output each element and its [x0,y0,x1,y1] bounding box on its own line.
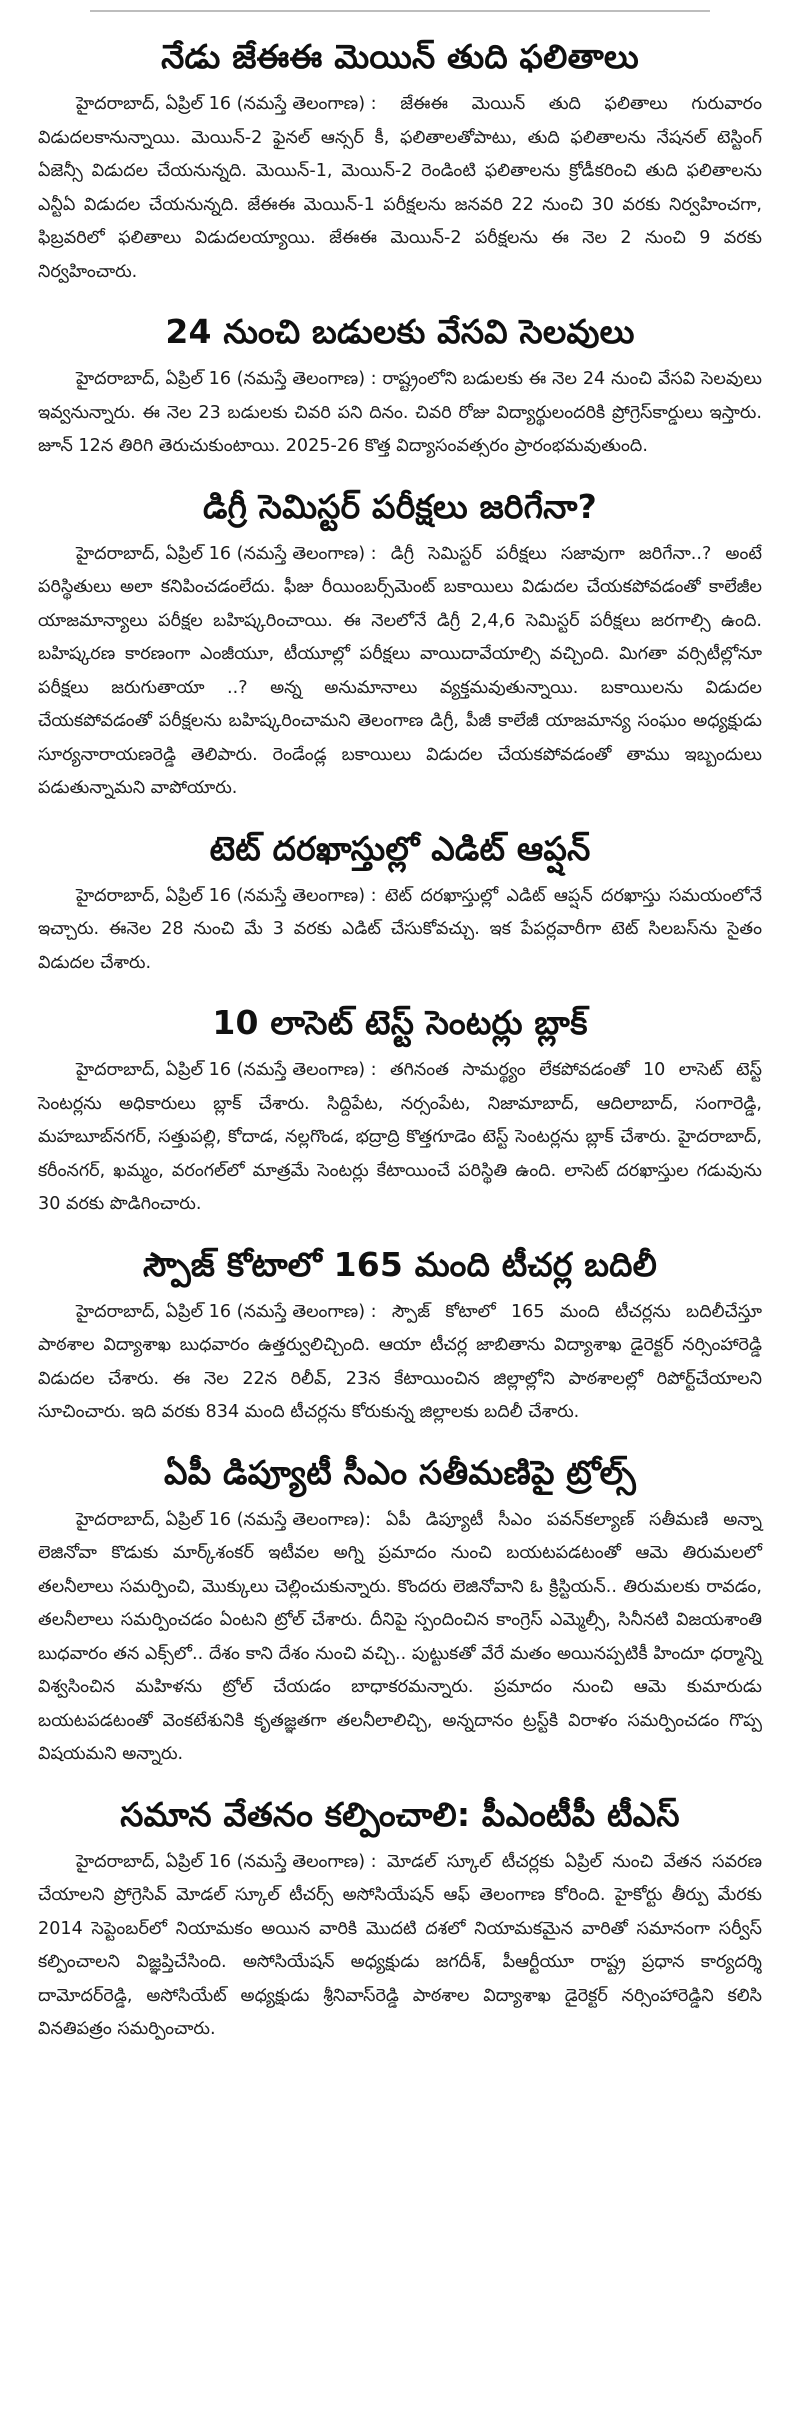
dateline: హైదరాబాద్, ఏప్రిల్ 16 (నమస్తే తెలంగాణ) : [76,543,377,564]
headline: స్పౌజ్ కోటాలో 165 మంది టీచర్ల బదిలీ [142,1244,658,1284]
article-text: డిగ్రీ సెమిస్టర్ పరీక్షలు సజావుగా జరిగేనా..? అంటే పరిస్థితులు అలా కనిపించడంలేదు. ఫీజు రీయింబర్స్‌మెంట్ బకాయిలు విడుదల చేయకపోవడంతో కాలేజీల యాజమాన్యాలు పరీక్షల బహిష్కరించాయి. ఈ నెలలోనే డిగ్రీ 2,4,6 సెమిస్టర్ పరీక్షలు జరగాల్సి ఉంది. బహిష్కరణ కారణంగా ఎంజీయూ, టీయూల్లో పరీక్షలు వాయిదావేయాల్సి వచ్చింది. మిగతా వర్సిటీల్లోనూ పరీక్షలు జరుగుతాయా ..? అన్న అనుమానాలు వ్యక్తమవుతున్నాయి. బకాయిలను విడుదల చేయకపోవడంతో పరీక్షలను బహిష్కరించామని తెలంగాణ డిగ్రీ, పీజీ కాలేజీ యాజమాన్య సంఘం అధ్యక్షుడు సూర్యనారాయణరెడ్డి తెలిపారు. రెండేండ్ల బకాయిలు విడుదల చేయకపోవడంతో తాము ఇబ్బందులు పడుతున్నామని వాపోయారు. [38,543,762,798]
dateline: హైదరాబాద్, ఏప్రిల్ 16 (నమస్తే తెలంగాణ) : [76,1851,377,1872]
article-body [38,880,762,981]
article-body [38,1504,762,1772]
dateline: హైదరాబాద్, ఏప్రిల్ 16 (నమస్తే తెలంగాణ): [76,1509,371,1530]
headline: సమాన వేతనం కల్పించాలి: పీఎంటీపీ టీఎస్ [120,1794,680,1834]
dateline: హైదరాబాద్, ఏప్రిల్ 16 (నమస్తే తెలంగాణ) : [76,885,377,906]
article-body [38,88,762,289]
article-trolls [38,1450,762,1772]
headline: 10 లాసెట్ టెస్ట్ సెంటర్లు బ్లాక్ [212,1003,588,1042]
article-text: మోడల్ స్కూల్ టీచర్లకు ఏప్రిల్ నుంచి వేతన సవరణ చేయాలని ప్రోగ్రెసివ్ మోడల్ స్కూల్ టీచర్స్ అసోసియేషన్ ఆఫ్ తెలంగాణ కోరింది. హైకోర్టు తీర్పు మేరకు 2014 సెప్టెంబర్‌లో నియామకం అయిన వారికి మొదటి దశలో నియామకమైన వారితో సమానంగా సర్వీస్ కల్పించాలని విజ్ఞప్తిచేసింది. అసోసియేషన్ అధ్యక్షుడు జగదీశ్, పీఆర్టీయూ రాష్ట్ర ప్రధాన కార్యదర్శి దామోదర్‌రెడ్డి, అసోసియేట్ అధ్యక్షుడు శ్రీనివాస్‌రెడ్డి పాఠశాల విద్యాశాఖ డైరెక్టర్ నర్సింహారెడ్డిని కలిసి వినతిపత్రం సమర్పించారు. [38,1851,763,2039]
headline: నేడు జేఈఈ మెయిన్ తుది ఫలితాలు [161,37,639,76]
headline: 24 నుంచి బడులకు వేసవి సెలవులు [165,312,635,351]
article-body [38,538,762,806]
headline: టెట్ దరఖాస్తుల్లో ఎడిట్ ఆప్షన్ [209,828,591,868]
article-text: ఏపీ డిప్యూటీ సీఎం పవన్‌కల్యాణ్ సతీమణి అన్నా లెజినోవా కొడుకు మార్క్‌శంకర్ ఇటీవల అగ్ని ప్రమాదం నుంచి బయటపడటంతో ఆమె తిరుమలలో తలనీలాలు సమర్పించి, మొక్కులు చెల్లించుకున్నారు. కొందరు లెజినోవాని ఓ క్రిస్టియన్.. తిరుమలకు రావడం, తలనీలాలు సమర్పించడం ఏంటని ట్రోల్ చేశారు. దీనిపై స్పందించిన కాంగ్రెస్ ఎమ్మెల్సీ, సినీనటి విజయశాంతి బుధవారం తన ఎక్స్‌లో.. దేశం కాని దేశం నుంచి వచ్చి.. పుట్టుకతో వేరే మతం అయినప్పటికీ హిందూ ధర్మాన్ని విశ్వసించిన మహిళను ట్రోల్ చేయడం బాధాకరమన్నారు. ప్రమాదం నుంచి ఆమె కుమారుడు బయటపడటంతో వెంకటేశునికి కృతజ్ఞతగా తలనీలాలిచ్చి, అన్నదానం ట్రస్ట్‌కి విరాళం సమర్పించడం గొప్ప విషయమని అన్నారు. [38,1509,763,1764]
article-equal-pay [38,1792,762,2047]
dateline: హైదరాబాద్, ఏప్రిల్ 16 (నమస్తే తెలంగాణ) : [76,1060,377,1080]
article-text: రాష్ట్రంలోని బడులకు ఈ నెల 24 నుంచి వేసవి సెలవులు ఇవ్వనున్నారు. ఈ నెల 23 బడులకు చివరి పని దినం. చివరి రోజు విద్యార్థులందరికి ప్రోగ్రెస్‌కార్డులు ఇస్తారు. జూన్ 12న తిరిగి తెరుచుకుంటాయి. 2025-26 కొత్త విద్యాసంవత్సరం ప్రారంభమవుతుంది. [38,369,763,456]
article-text: స్పౌజ్ కోటాలో 165 మంది టీచర్లను బదిలీచేస్తూ పాఠశాల విద్యాశాఖ బుధవారం ఉత్తర్వులిచ్చింది. ఆయా టీచర్ల జాబితాను విద్యాశాఖ డైరెక్టర్ నర్సింహారెడ్డి విడుదల చేశారు. ఈ నెల 22న రిలీవ్, 23న కేటాయించిన జిల్లాల్లోని పాఠశాలల్లో రిపోర్ట్‌చేయాలని సూచించారు. ఇది వరకు 834 మంది టీచర్లను కోరుకున్న జిల్లాలకు బదిలీ చేశారు. [38,1301,763,1422]
article-summer-holidays [38,309,762,464]
article-text: టెట్ దరఖాస్తుల్లో ఎడిట్ ఆప్షన్ దరఖాస్తు సమయంలోనే ఇచ్చారు. ఈనెల 28 నుంచి మే 3 వరకు ఎడిట్ చేసుకోవచ్చు. ఇక పేపర్లవారీగా టెట్ సిలబస్‌ను సైతం విడుదల చేశారు. [38,885,762,973]
article-body [38,363,762,464]
headline: డిగ్రీ సెమిస్టర్ పరీక్షలు జరిగేనా? [203,486,597,526]
article-body [38,1296,762,1430]
article-text: జేఈఈ మెయిన్ తుది ఫలితాలు గురువారం విడుదలకానున్నాయి. మెయిన్-2 ఫైనల్ ఆన్సర్ కీ, ఫలితాలతోపాటు, తుది ఫలితాలను నేషనల్ టెస్టింగ్ ఏజెన్సీ విడుదల చేయనున్నది. మెయిన్-1, మెయిన్-2 రెండింటి ఫలితాలను క్రోడీకరించి తుది ఫలితాలను ఎన్టీఏ విడుదల చేయనున్నది. జేఈఈ మెయిన్-1 పరీక్షలను జనవరి 22 నుంచి 30 వరకు నిర్వహించగా, ఫిబ్రవరిలో ఫలితాలు విడుదలయ్యాయి. జేఈఈ మెయిన్-2 పరీక్షలను ఈ నెల 2 నుంచి 9 వరకు నిర్వహించారు. [38,94,762,282]
top-divider [90,10,710,12]
article-lawcet-centers [38,1000,762,1222]
article-body [38,1846,762,2047]
dateline: హైదరాబాద్, ఏప్రిల్ 16 (నమస్తే తెలంగాణ) : [76,1301,377,1322]
article-tet-edit-option [38,826,762,981]
headline: ఏపీ డిప్యూటీ సీఎం సతీమణిపై ట్రోల్స్ [164,1452,636,1492]
article-text: తగినంత సామర్థ్యం లేకపోవడంతో 10 లాసెట్ టెస్ట్ సెంటర్లను అధికారులు బ్లాక్ చేశారు. సిద్దిపేట, నర్సంపేట, నిజామాబాద్, ఆదిలాబాద్, సంగారెడ్డి, మహబూబ్‌నగర్, సత్తుపల్లి, కోదాడ, నల్లగొండ, భద్రాద్రి కొత్తగూడెం టెస్ట్ సెంటర్లను బ్లాక్ చేశారు. హైదరాబాద్, కరీంనగర్, ఖమ్మం, వరంగల్‌లో మాత్రమే సెంటర్లు కేటాయించే పరిస్థితి ఉంది. లాసెట్ దరఖాస్తుల గడువును 30 వరకు పొడిగించారు. [38,1060,762,1214]
article-jee-main-results [38,34,762,289]
article-teacher-transfers [38,1242,762,1430]
dateline: హైదరాబాద్, ఏప్రిల్ 16 (నమస్తే తెలంగాణ) : [76,369,377,389]
dateline: హైదరాబాద్, ఏప్రిల్ 16 (నమస్తే తెలంగాణ) : [76,94,377,114]
article-degree-exams [38,484,762,806]
article-body [38,1054,762,1222]
